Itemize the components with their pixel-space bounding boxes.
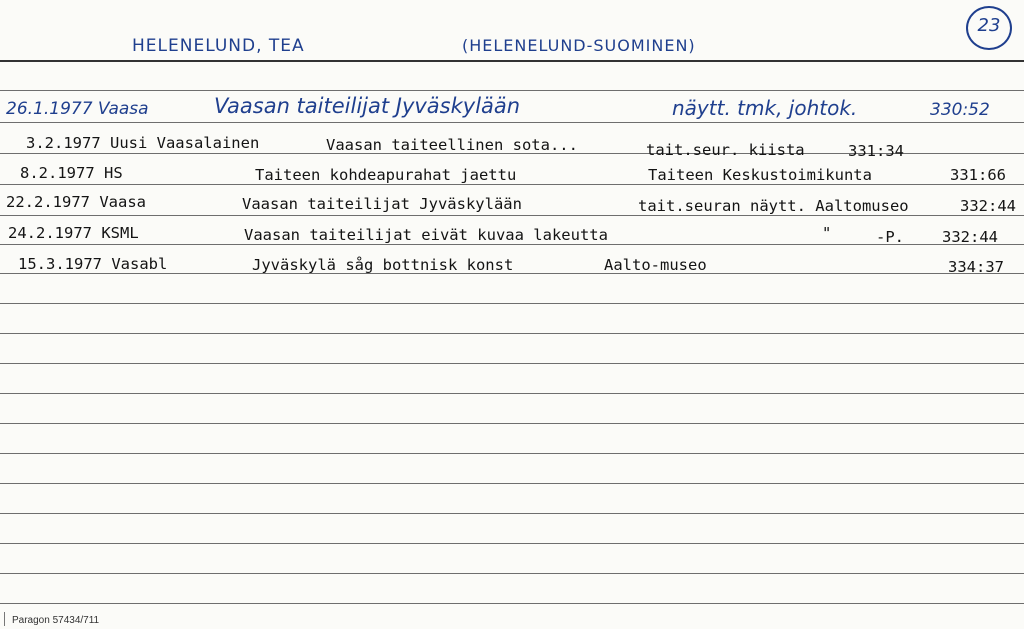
- entry-date-source: 24.2.1977 KSML: [8, 224, 139, 242]
- entry-title: Jyväskylä såg bottnisk konst: [252, 256, 514, 274]
- ruled-line: [0, 333, 1024, 334]
- card-footer: Paragon 57434/711: [12, 615, 100, 626]
- entry-title: Vaasan taiteilijat Jyväskylään: [242, 195, 522, 213]
- entry-ref: 331:34: [848, 142, 904, 160]
- entry-ref: 331:66: [950, 166, 1006, 184]
- ruled-line: [0, 393, 1024, 394]
- ruled-line: [0, 453, 1024, 454]
- entry-title: Vaasan taiteellinen sota...: [326, 136, 578, 154]
- ruled-line: [0, 573, 1024, 574]
- entry-notes: tait.seur. kiista: [646, 141, 805, 159]
- entry-date-source: 15.3.1977 Vasabl: [18, 255, 168, 273]
- ruled-line: [0, 513, 1024, 514]
- card-number-badge: [966, 6, 1012, 50]
- ruled-line: [0, 184, 1024, 185]
- entry-date-source: 8.2.1977 HS: [20, 164, 123, 182]
- ruled-line: [0, 244, 1024, 245]
- ruled-line: [0, 543, 1024, 544]
- entry-ref: 334:37: [948, 258, 1004, 276]
- ruled-line: [0, 363, 1024, 364]
- entry-notes: Aalto-museo: [604, 256, 707, 274]
- entry-ref: 332:44: [960, 197, 1016, 215]
- entry-notes-ditto: ": [822, 224, 832, 242]
- margin-tick: [4, 612, 5, 626]
- ruled-line: [0, 122, 1024, 123]
- entry-notes: näytt. tmk, johtok.: [672, 96, 858, 120]
- entry-notes-author: -P.: [876, 228, 904, 246]
- ruled-line: [0, 215, 1024, 216]
- ruled-line: [0, 483, 1024, 484]
- card-name: HELENELUND, TEA: [132, 36, 305, 56]
- entry-title: Vaasan taiteilijat Jyväskylään: [214, 94, 521, 118]
- entry-notes: tait.seuran näytt. Aaltomuseo: [638, 197, 909, 215]
- ruled-line: [0, 303, 1024, 304]
- entry-notes: Taiteen Keskustoimikunta: [648, 166, 872, 184]
- ruled-line: [0, 90, 1024, 91]
- entry-date-source: 26.1.1977 Vaasa: [6, 99, 149, 119]
- entry-title: Vaasan taiteilijat eivät kuvaa lakeutta: [244, 226, 608, 244]
- ruled-line: [0, 603, 1024, 604]
- entry-ref: 330:52: [930, 100, 990, 120]
- entry-ref: 332:44: [942, 228, 998, 246]
- card-alt-name: (HELENELUND-SUOMINEN): [462, 36, 696, 55]
- entry-date-source: 3.2.1977 Uusi Vaasalainen: [26, 134, 260, 152]
- card-number: 23: [977, 15, 1001, 36]
- ruled-line: [0, 423, 1024, 424]
- entry-title: Taiteen kohdeapurahat jaettu: [255, 166, 517, 184]
- header-rule: [0, 60, 1024, 62]
- entry-date-source: 22.2.1977 Vaasa: [6, 193, 146, 211]
